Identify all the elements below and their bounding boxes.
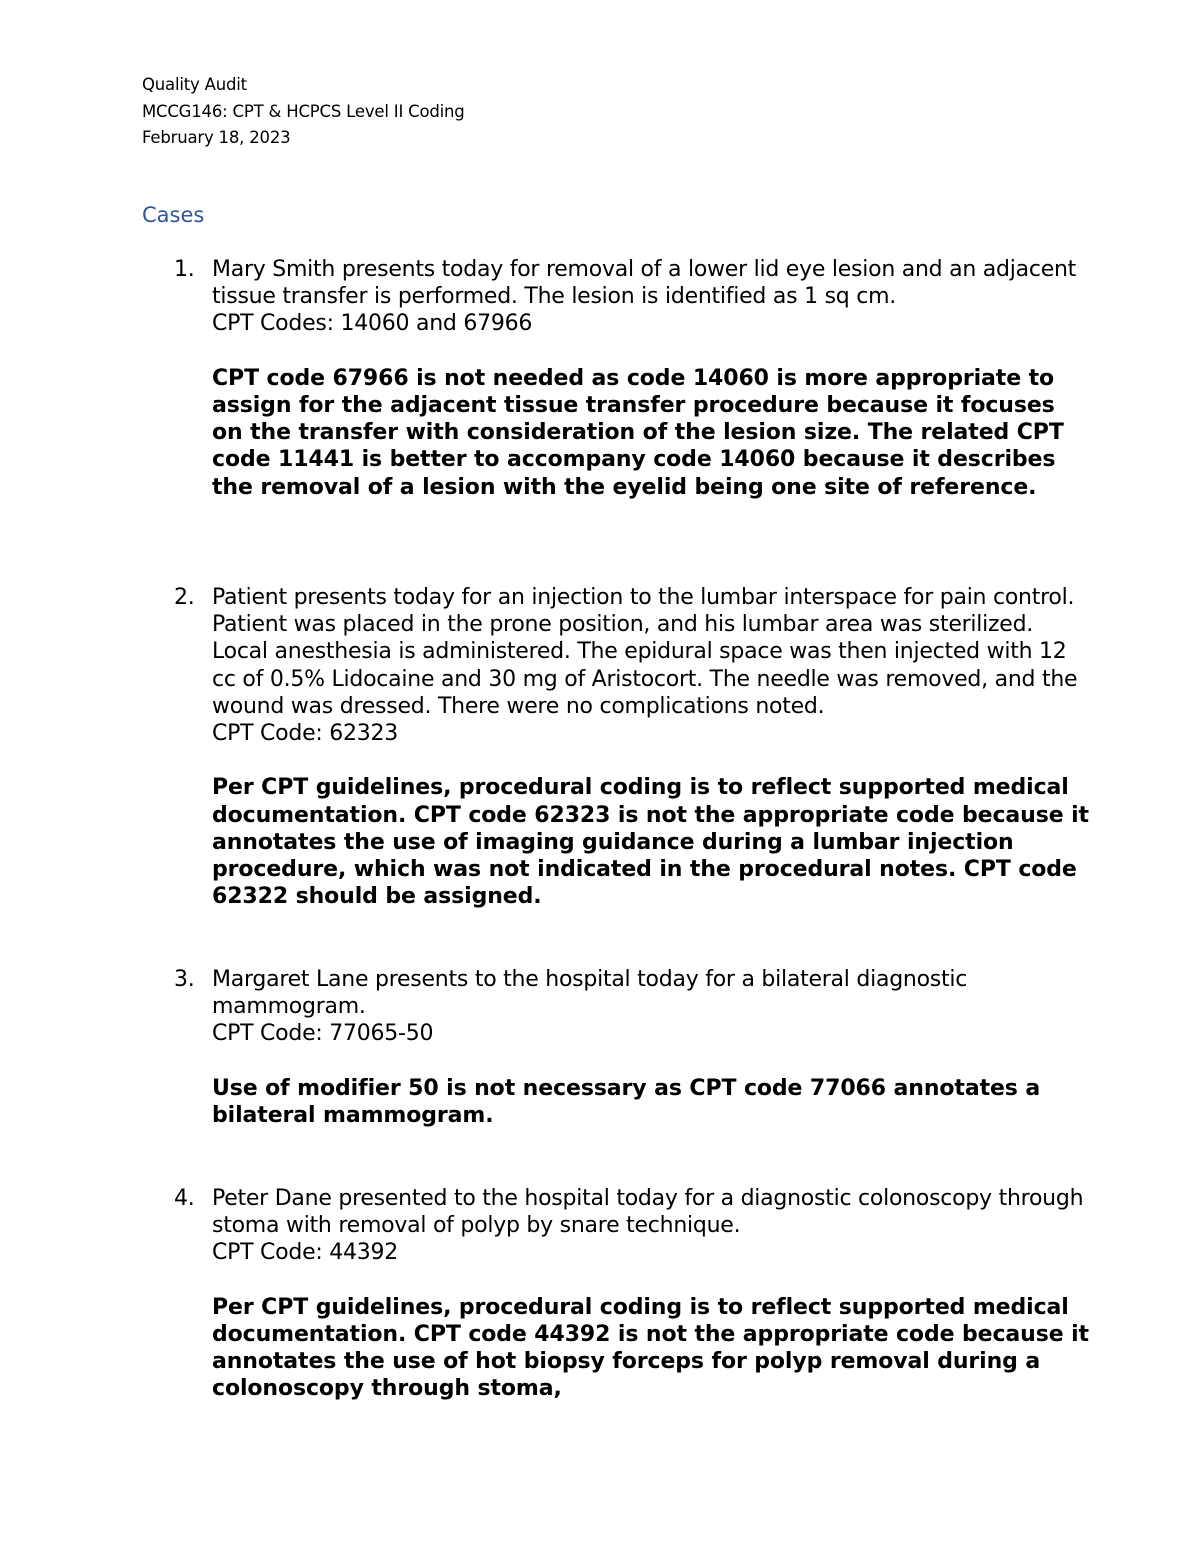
case-description: Peter Dane presented to the hospital today for a diagnostic colonoscopy through stoma with removal of polyp by snare technique.: [212, 1186, 1084, 1239]
section-heading: Cases: [142, 203, 205, 227]
case-codes: CPT Codes: 14060 and 67966: [212, 311, 533, 337]
case-codes: CPT Code: 62323: [212, 721, 399, 747]
case-item: [174, 966, 1092, 1129]
case-number: 1.: [174, 257, 195, 282]
header-course: MCCG146: CPT & HCPCS Level II Coding: [142, 101, 465, 121]
case-number: 3.: [174, 967, 195, 992]
case-description: Mary Smith presents today for removal of a lower lid eye lesion and an adjacent tissue transfer is performed. The lesion is identified as 1 sq cm.: [212, 257, 1077, 310]
case-note: Use of modifier 50 is not necessary as CPT code 77066 annotates a bilateral mammogram.: [212, 1075, 1041, 1128]
case-codes: CPT Code: 44392: [212, 1240, 399, 1266]
case-number: 2.: [174, 585, 195, 610]
header-title: Quality Audit: [142, 75, 247, 94]
case-description: Margaret Lane presents to the hospital today for a bilateral diagnostic mammogram.: [212, 967, 968, 1020]
case-item: [174, 584, 1092, 910]
case-item: [174, 256, 1092, 501]
case-codes: CPT Code: 77065-50: [212, 1021, 434, 1047]
case-item: [174, 1185, 1092, 1403]
case-note: CPT code 67966 is not needed as code 14060 is more appropriate to assign for the adjacent tissue transfer procedure because it focuses on the transfer with consideration of the lesion size. The related CPT code 11441 is better to accompany code 14060 because it describes the removal of a lesion with the eyelid being one site of reference.: [212, 365, 1064, 500]
case-number: 4.: [174, 1186, 195, 1211]
case-note: Per CPT guidelines, procedural coding is to reflect supported medical documentation. CPT code 44392 is not the appropriate code because it annotates the use of hot biopsy forceps for polyp removal during a colonoscopy through stoma,: [212, 1294, 1089, 1402]
case-description: Patient presents today for an injection to the lumbar interspace for pain control. Patient was placed in the prone position, and his lumbar area was sterilized. Local anesthesia is administered. The epidural space was then injected with 12 cc of 0.5% Lidocaine and 30 mg of Aristocort. The needle was removed, and the wound was dressed. There were no complications noted.: [212, 585, 1078, 719]
header-date: February 18, 2023: [142, 128, 291, 147]
case-note: Per CPT guidelines, procedural coding is to reflect supported medical documentation. CPT code 62323 is not the appropriate code because it annotates the use of imaging guidance during a lumbar injection procedure, which was not indicated in the procedural notes. CPT code 62322 should be assigned.: [212, 775, 1089, 910]
